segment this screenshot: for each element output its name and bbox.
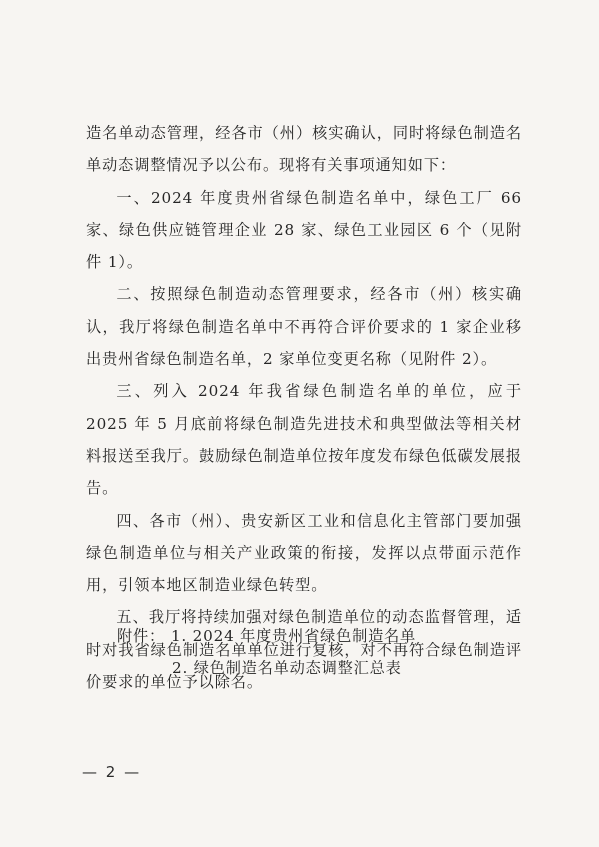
attachments-list (117, 620, 537, 685)
paragraph-item-3: 三、列入 2024 年我省绿色制造名单的单位，应于 2025 年 5 月底前将绿色制造先进技术和典型做法等相关材料报送至我厅。鼓励绿色制造单位按年度发布绿色低碳发展报告。 (86, 382, 522, 498)
attachment-row-2 (117, 652, 537, 684)
paragraph-intro-continued: 造名单动态管理，经各市（州）核实确认，同时将绿色制造名单动态调整情况予以公布。现将有关事项通知如下： (86, 124, 522, 175)
paragraph-item-4: 四、各市（州）、贵安新区工业和信息化主管部门要加强绿色制造单位与相关产业政策的衔接，发挥以点带面示范作用，引领本地区制造业绿色转型。 (86, 511, 522, 595)
attachment-item-2: 2. 绿色制造名单动态调整汇总表 (172, 659, 402, 678)
paragraph-item-1: 一、2024 年度贵州省绿色制造名单中，绿色工厂 66 家、绿色供应链管理企业 28 家、绿色工业园区 6 个（见附件 1）。 (86, 188, 522, 272)
attachments-label: 附件： (117, 627, 165, 645)
page-number: — 2 — (82, 763, 142, 781)
document-body (86, 117, 522, 698)
paragraph-item-5: 五、我厅将持续加强对绿色制造单位的动态监督管理，适时对我省绿色制造名单单位进行复核，对不再符合绿色制造评价要求的单位予以除名。 (86, 608, 522, 692)
paragraph-item-2: 二、按照绿色制造动态管理要求，经各市（州）核实确认，我厅将绿色制造名单中不再符合评价要求的 1 家企业移出贵州省绿色制造名单，2 家单位变更名称（见附件 2）。 (86, 285, 522, 369)
attachment-row-1 (117, 620, 537, 652)
attachment-item-1: 1. 2024 年度贵州省绿色制造名单 (170, 627, 417, 645)
